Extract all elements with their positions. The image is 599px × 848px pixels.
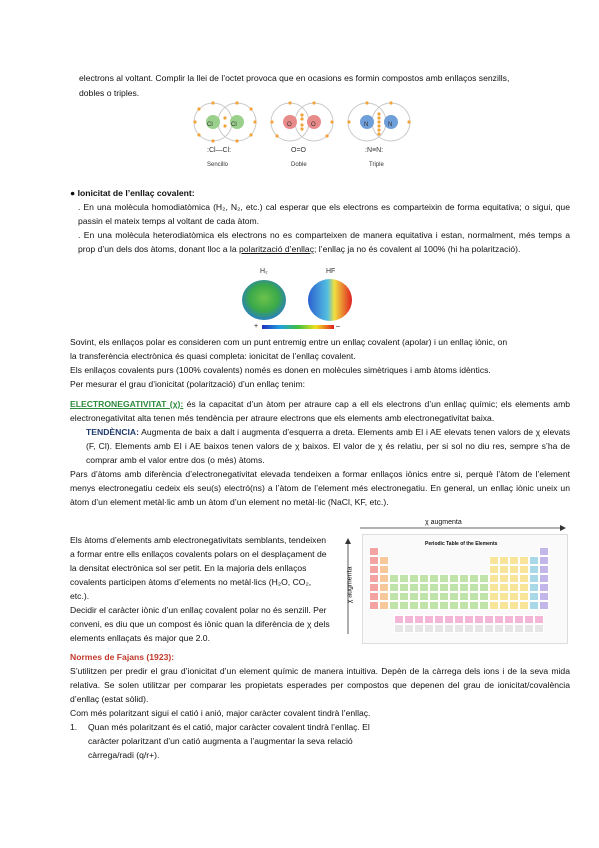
label-triple: Triple xyxy=(369,162,384,168)
ionicitat-title: Ionicitat de l’enllaç covalent: xyxy=(77,188,195,198)
ionicitat-p2 xyxy=(70,228,570,256)
element-cell xyxy=(369,565,379,574)
element-cell xyxy=(509,556,519,565)
scale-plus: + xyxy=(254,323,259,330)
element-cell xyxy=(539,565,549,574)
element-cell xyxy=(459,574,469,583)
element-cell xyxy=(419,601,429,610)
side-arrow-label: χ augmenta xyxy=(346,566,354,604)
element-cell xyxy=(429,574,439,583)
element-cell xyxy=(459,601,469,610)
electroneg-def: és la capacitat d’un àtom per atraure cap a ell els electrons d’un enllaç químic; els elements amb electronegativitat alta tenen més tendència per atraure electrons que els elements amb electronegativitat baixa. xyxy=(70,399,571,423)
element-cell xyxy=(539,547,549,556)
element-cell xyxy=(409,601,419,610)
element-cell xyxy=(459,592,469,601)
element-cell xyxy=(379,565,389,574)
element-cell xyxy=(504,615,514,624)
element-cell xyxy=(439,574,449,583)
list-number: 1. xyxy=(70,722,78,732)
tendencia-label: TENDÈNCIA: xyxy=(86,427,139,437)
covalent-paragraph-2: Decidir el caràcter iònic d’un enllaç covalent polar no és senzill. Per conveni, es diu que un compost és iònic quan la diferència de χ dels elements enllaçats és major que 2.0. xyxy=(70,605,330,643)
element-cell xyxy=(389,601,399,610)
element-cell xyxy=(469,592,479,601)
element-cell xyxy=(379,556,389,565)
element-cell xyxy=(524,624,534,633)
atom-label: N xyxy=(364,122,369,128)
element-cell xyxy=(529,601,539,610)
element-cell xyxy=(529,592,539,601)
periodic-table-title: Periodic Table of the Elements xyxy=(425,541,498,547)
element-cell xyxy=(534,624,544,633)
polaritzacio-term: polarització d’enllaç xyxy=(239,244,314,254)
element-cell xyxy=(494,624,504,633)
element-cell xyxy=(434,624,444,633)
element-cell xyxy=(524,615,534,624)
scale-minus: – xyxy=(336,323,340,330)
ionicitat-p2-start: . En una molècula heterodiatòmica els electrons no es comparteixen de manera equitativa i estan, normalment, més temps a prop d’un dels dos àtoms, donant lloc a la xyxy=(78,230,570,254)
element-cell xyxy=(419,592,429,601)
electron-density-maps xyxy=(232,265,362,333)
element-cell xyxy=(509,583,519,592)
element-cell xyxy=(444,624,454,633)
element-cell xyxy=(399,583,409,592)
element-cell xyxy=(509,574,519,583)
lewis-double: O=O xyxy=(291,147,306,154)
bullet-icon: ● xyxy=(70,188,78,198)
element-cell xyxy=(439,601,449,610)
element-cell xyxy=(474,624,484,633)
element-cell xyxy=(389,592,399,601)
element-cell xyxy=(429,592,439,601)
element-grid xyxy=(369,547,559,639)
atom-label: Cl xyxy=(207,122,213,128)
polar-line-4: Per mesurar el grau d’ionicitat (polarització) d’un enllaç tenim: xyxy=(70,379,306,389)
element-cell xyxy=(439,583,449,592)
element-cell xyxy=(379,574,389,583)
element-cell xyxy=(399,592,409,601)
atom-label: O xyxy=(287,122,292,128)
element-cell xyxy=(454,624,464,633)
element-cell xyxy=(539,583,549,592)
element-cell xyxy=(379,592,389,601)
element-cell xyxy=(539,574,549,583)
element-cell xyxy=(529,583,539,592)
element-cell xyxy=(404,615,414,624)
covalent-paragraph-1: Els àtoms d’elements amb electronegativitats semblants, tendeixen a formar entre ells enllaços covalents polars on el desplaçament de la densitat electrònica sol ser petit. En la majoria dels enllaços covalents participen àtoms d’elements no metàl·lics (H₂O, CO₂, etc.). xyxy=(70,535,327,601)
element-cell xyxy=(369,574,379,583)
element-cell xyxy=(499,574,509,583)
element-cell xyxy=(499,583,509,592)
element-cell xyxy=(499,556,509,565)
element-cell xyxy=(514,624,524,633)
element-cell xyxy=(409,592,419,601)
element-cell xyxy=(379,601,389,610)
ionicitat-section xyxy=(70,186,570,256)
element-cell xyxy=(449,601,459,610)
element-cell xyxy=(474,615,484,624)
covalent-column xyxy=(70,533,332,645)
element-cell xyxy=(529,556,539,565)
element-cell xyxy=(389,574,399,583)
element-cell xyxy=(489,583,499,592)
electroneg-section xyxy=(70,397,570,509)
element-cell xyxy=(469,574,479,583)
fajans-section xyxy=(70,650,570,762)
element-cell xyxy=(369,583,379,592)
element-cell xyxy=(519,583,529,592)
element-cell xyxy=(499,565,509,574)
element-cell xyxy=(399,574,409,583)
element-cell xyxy=(414,624,424,633)
element-cell xyxy=(369,592,379,601)
element-cell xyxy=(514,615,524,624)
element-cell xyxy=(469,583,479,592)
element-cell xyxy=(539,601,549,610)
element-cell xyxy=(494,615,504,624)
ionicitat-p1: . En una molècula homodiatòmica (H₂, N₂, etc.) cal esperar que els electrons es comparteixin de forma equitativa; o sigui, que passin el mateix temps al voltant de cada àtom. xyxy=(78,202,570,226)
element-cell xyxy=(464,624,474,633)
element-cell xyxy=(429,601,439,610)
electroneg-term: ELECTRONEGATIVITAT (χ): xyxy=(70,399,184,409)
element-cell xyxy=(489,601,499,610)
element-cell xyxy=(499,601,509,610)
element-cell xyxy=(429,583,439,592)
element-cell xyxy=(424,615,434,624)
element-cell xyxy=(389,583,399,592)
element-cell xyxy=(404,624,414,633)
periodic-table-figure xyxy=(340,516,570,644)
element-cell xyxy=(469,601,479,610)
polarity-figure xyxy=(232,265,362,333)
element-cell xyxy=(519,574,529,583)
tendencia-paragraph xyxy=(70,425,570,467)
ionicitat-heading xyxy=(70,186,570,200)
element-cell xyxy=(489,574,499,583)
element-cell xyxy=(489,565,499,574)
fajans-list-item-1 xyxy=(70,720,570,762)
element-cell xyxy=(394,615,404,624)
element-cell xyxy=(529,565,539,574)
element-cell xyxy=(449,574,459,583)
polar-line-3: Els enllaços covalents purs (100% covalents) només es donen en molècules simètriques i amb àtoms idèntics. xyxy=(70,365,491,375)
element-cell xyxy=(419,583,429,592)
element-cell xyxy=(479,574,489,583)
element-cell xyxy=(489,556,499,565)
element-cell xyxy=(479,583,489,592)
element-cell xyxy=(489,592,499,601)
fajans-title: Normes de Fajans (1923): xyxy=(70,652,175,662)
tendencia-text: Augmenta de baix a dalt i augmenta d’esquerra a dreta. Elements amb EI i AE elevats tenen valors de χ elevats (F, Cl). Elements amb EI i AE baixos tenen valors de χ baixos. El valor de χ és relatiu, per si sol no diu res, sempre s’ha de comprar amb el valor entre dos (o més) àtoms. xyxy=(86,427,570,465)
element-cell xyxy=(529,574,539,583)
top-arrow-label: χ augmenta xyxy=(425,519,462,526)
element-cell xyxy=(479,592,489,601)
polar-section xyxy=(70,335,570,391)
atom-label: N xyxy=(388,122,393,128)
element-cell xyxy=(534,615,544,624)
atom-label: O xyxy=(311,122,316,128)
element-cell xyxy=(484,624,494,633)
element-cell xyxy=(409,574,419,583)
element-cell xyxy=(519,601,529,610)
element-cell xyxy=(424,624,434,633)
element-cell xyxy=(464,615,474,624)
element-cell xyxy=(399,601,409,610)
fajans-paragraph-1: S’utilitzen per predir el grau d’ionicitat d’un element químic de manera intuitiva. Depèn de la càrrega dels ions i de la seva mida relativa. Se solen utilitzar per comparar les propietats esperades per compostos que depenen del grau de ionicitat/covalència d’enllaç (estat sòlid). xyxy=(70,666,570,704)
polar-line-2: la transferència electrònica és quasi completa: ionicitat de l’enllaç covalent. xyxy=(70,351,356,361)
element-cell xyxy=(509,565,519,574)
element-cell xyxy=(439,592,449,601)
bond-types-figure xyxy=(185,100,425,172)
element-cell xyxy=(444,615,454,624)
element-cell xyxy=(369,547,379,556)
element-cell xyxy=(419,574,429,583)
intro-line-2: dobles o triples. xyxy=(79,88,140,98)
periodic-table xyxy=(362,534,568,644)
element-cell xyxy=(509,592,519,601)
element-cell xyxy=(509,601,519,610)
element-cell xyxy=(504,624,514,633)
h2-label: H₂ xyxy=(260,268,268,275)
element-cell xyxy=(459,583,469,592)
element-cell xyxy=(519,565,529,574)
element-cell xyxy=(369,601,379,610)
element-cell xyxy=(454,615,464,624)
fajans-paragraph-2: Com més polaritzant sigui el catió i anió, major caràcter covalent tindrà l’enllaç. xyxy=(70,708,371,718)
lewis-single: :Cl—Cl: xyxy=(207,147,232,154)
electroneg-definition xyxy=(70,397,570,425)
element-cell xyxy=(394,624,404,633)
list-item-text: Quan més polaritzant és el catió, major caràcter covalent tindrà l’enllaç. El caràcter polaritzant d’un catió augmenta a l’augmentar la seva relació càrrega/radi (q/r+). xyxy=(88,722,370,760)
label-double: Doble xyxy=(291,162,307,168)
element-cell xyxy=(499,592,509,601)
element-cell xyxy=(434,615,444,624)
element-cell xyxy=(369,556,379,565)
element-cell xyxy=(539,592,549,601)
ionic-paragraph: Pars d’àtoms amb diferència d’electronegativitat elevada tendeixen a formar enllaços iònics entre si, perquè l’àtom de l’element menys electronegatiu cedeix els seu(s) electró(ns) a l’àtom de l’element més electronegatiu. En general, un enllaç iònic uneix un àtom d’un element metàl·lic amb un àtom d’un element no metàl·lic (NaCl, KF, etc.). xyxy=(70,469,570,507)
hf-label: HF xyxy=(326,268,336,275)
element-cell xyxy=(409,583,419,592)
atom-label: Cl xyxy=(231,122,237,128)
ionicitat-p2-end: ; l’enllaç ja no és covalent al 100% (hi ha polarització). xyxy=(314,244,521,254)
label-single: Sencillo xyxy=(207,162,229,168)
element-cell xyxy=(519,556,529,565)
intro-line-1: electrons al voltant. Complir la llei de l’octet provoca que en ocasions es formin compostos amb enllaços senzills, xyxy=(79,73,510,83)
polar-line-1: Sovint, els enllaços polar es consideren com un punt entremig entre un enllaç covalent (apolar) i un enllaç iònic, on xyxy=(70,337,508,347)
element-cell xyxy=(484,615,494,624)
element-cell xyxy=(519,592,529,601)
element-cell xyxy=(449,592,459,601)
element-cell xyxy=(414,615,424,624)
lewis-triple: :N≡N: xyxy=(365,147,384,154)
element-cell xyxy=(539,556,549,565)
element-cell xyxy=(379,583,389,592)
element-cell xyxy=(449,583,459,592)
element-cell xyxy=(479,601,489,610)
